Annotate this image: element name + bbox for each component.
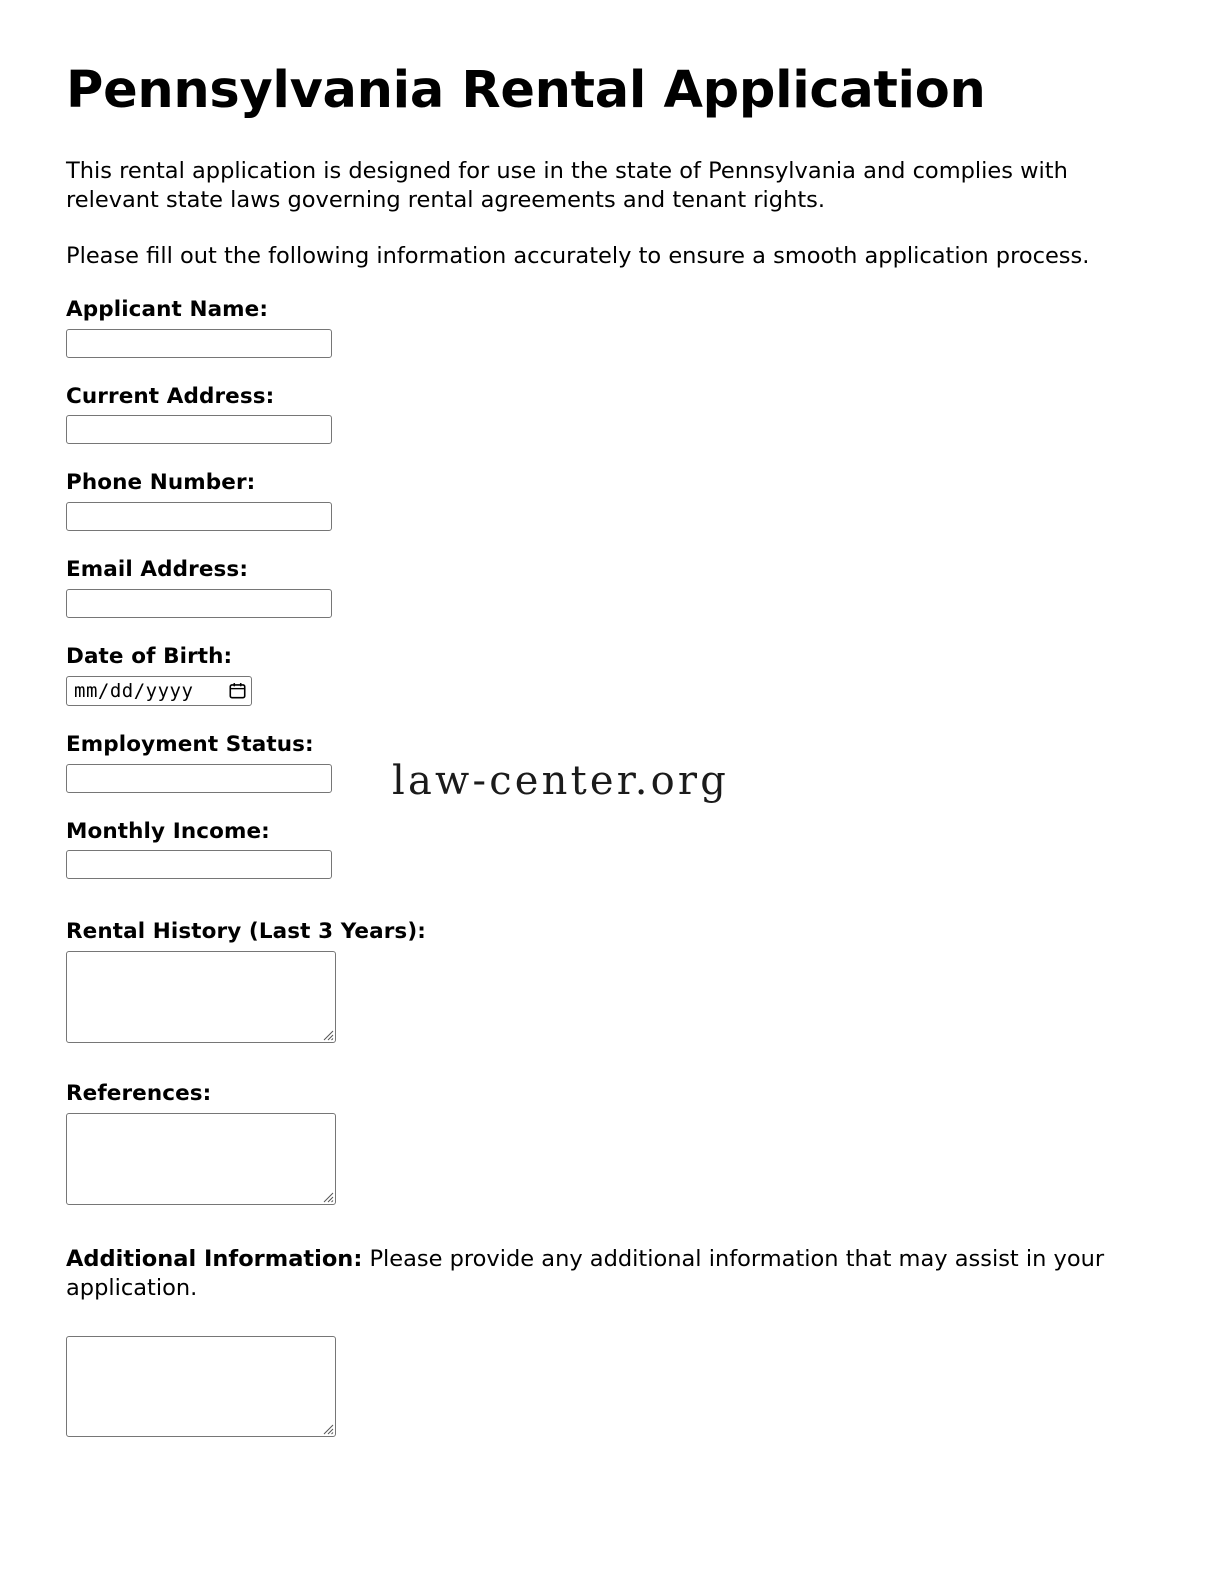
label-date-of-birth: Date of Birth: (66, 644, 233, 670)
label-applicant-name: Applicant Name: (66, 296, 269, 322)
intro-paragraph-1: This rental application is designed for use in the state of Pennsylvania and complies with relevant state laws governing rental agreements and tenant rights. (66, 158, 1068, 214)
references-textarea[interactable] (66, 1113, 336, 1205)
label-rental-history: Rental History (Last 3 Years): (66, 919, 426, 945)
calendar-icon[interactable] (229, 682, 246, 699)
additional-information-description: Please provide any additional information that may assist in your application. (66, 1246, 1105, 1302)
label-phone-number: Phone Number: (66, 470, 256, 496)
applicant-name-input[interactable] (66, 329, 332, 358)
monthly-income-input[interactable] (66, 850, 332, 879)
field-email-address (66, 557, 1171, 618)
label-employment-status: Employment Status: (66, 731, 314, 757)
resize-grip-icon[interactable] (319, 1188, 334, 1203)
label-current-address: Current Address: (66, 383, 275, 409)
label-email-address: Email Address: (66, 557, 249, 583)
additional-information-text (66, 1245, 1126, 1304)
field-date-of-birth (66, 644, 1171, 706)
section-spacer (66, 1205, 1171, 1245)
phone-number-input[interactable] (66, 502, 332, 531)
email-address-input[interactable] (66, 589, 332, 618)
field-phone-number (66, 470, 1171, 531)
date-placeholder-text: mm/dd/yyyy (74, 679, 194, 702)
resize-grip-icon[interactable] (319, 1026, 334, 1041)
additional-information-label: Additional Information: (66, 1246, 363, 1273)
resize-grip-icon[interactable] (319, 1420, 334, 1435)
rental-history-textarea[interactable] (66, 951, 336, 1043)
field-rental-history (66, 919, 1171, 1043)
additional-information-textarea[interactable] (66, 1336, 336, 1437)
employment-status-input[interactable] (66, 764, 332, 793)
field-applicant-name (66, 297, 1171, 358)
field-references (66, 1081, 1171, 1205)
label-references: References: (66, 1081, 212, 1107)
date-of-birth-input[interactable] (66, 676, 252, 706)
label-monthly-income: Monthly Income: (66, 818, 270, 844)
field-additional-information (66, 1336, 1171, 1437)
field-monthly-income (66, 819, 1171, 880)
intro-paragraph-2: Please fill out the following information accurately to ensure a smooth application process. (66, 242, 1090, 269)
field-current-address (66, 384, 1171, 445)
page-title: Pennsylvania Rental Application (66, 61, 986, 120)
current-address-input[interactable] (66, 415, 332, 444)
site-watermark: law-center.org (392, 758, 730, 804)
